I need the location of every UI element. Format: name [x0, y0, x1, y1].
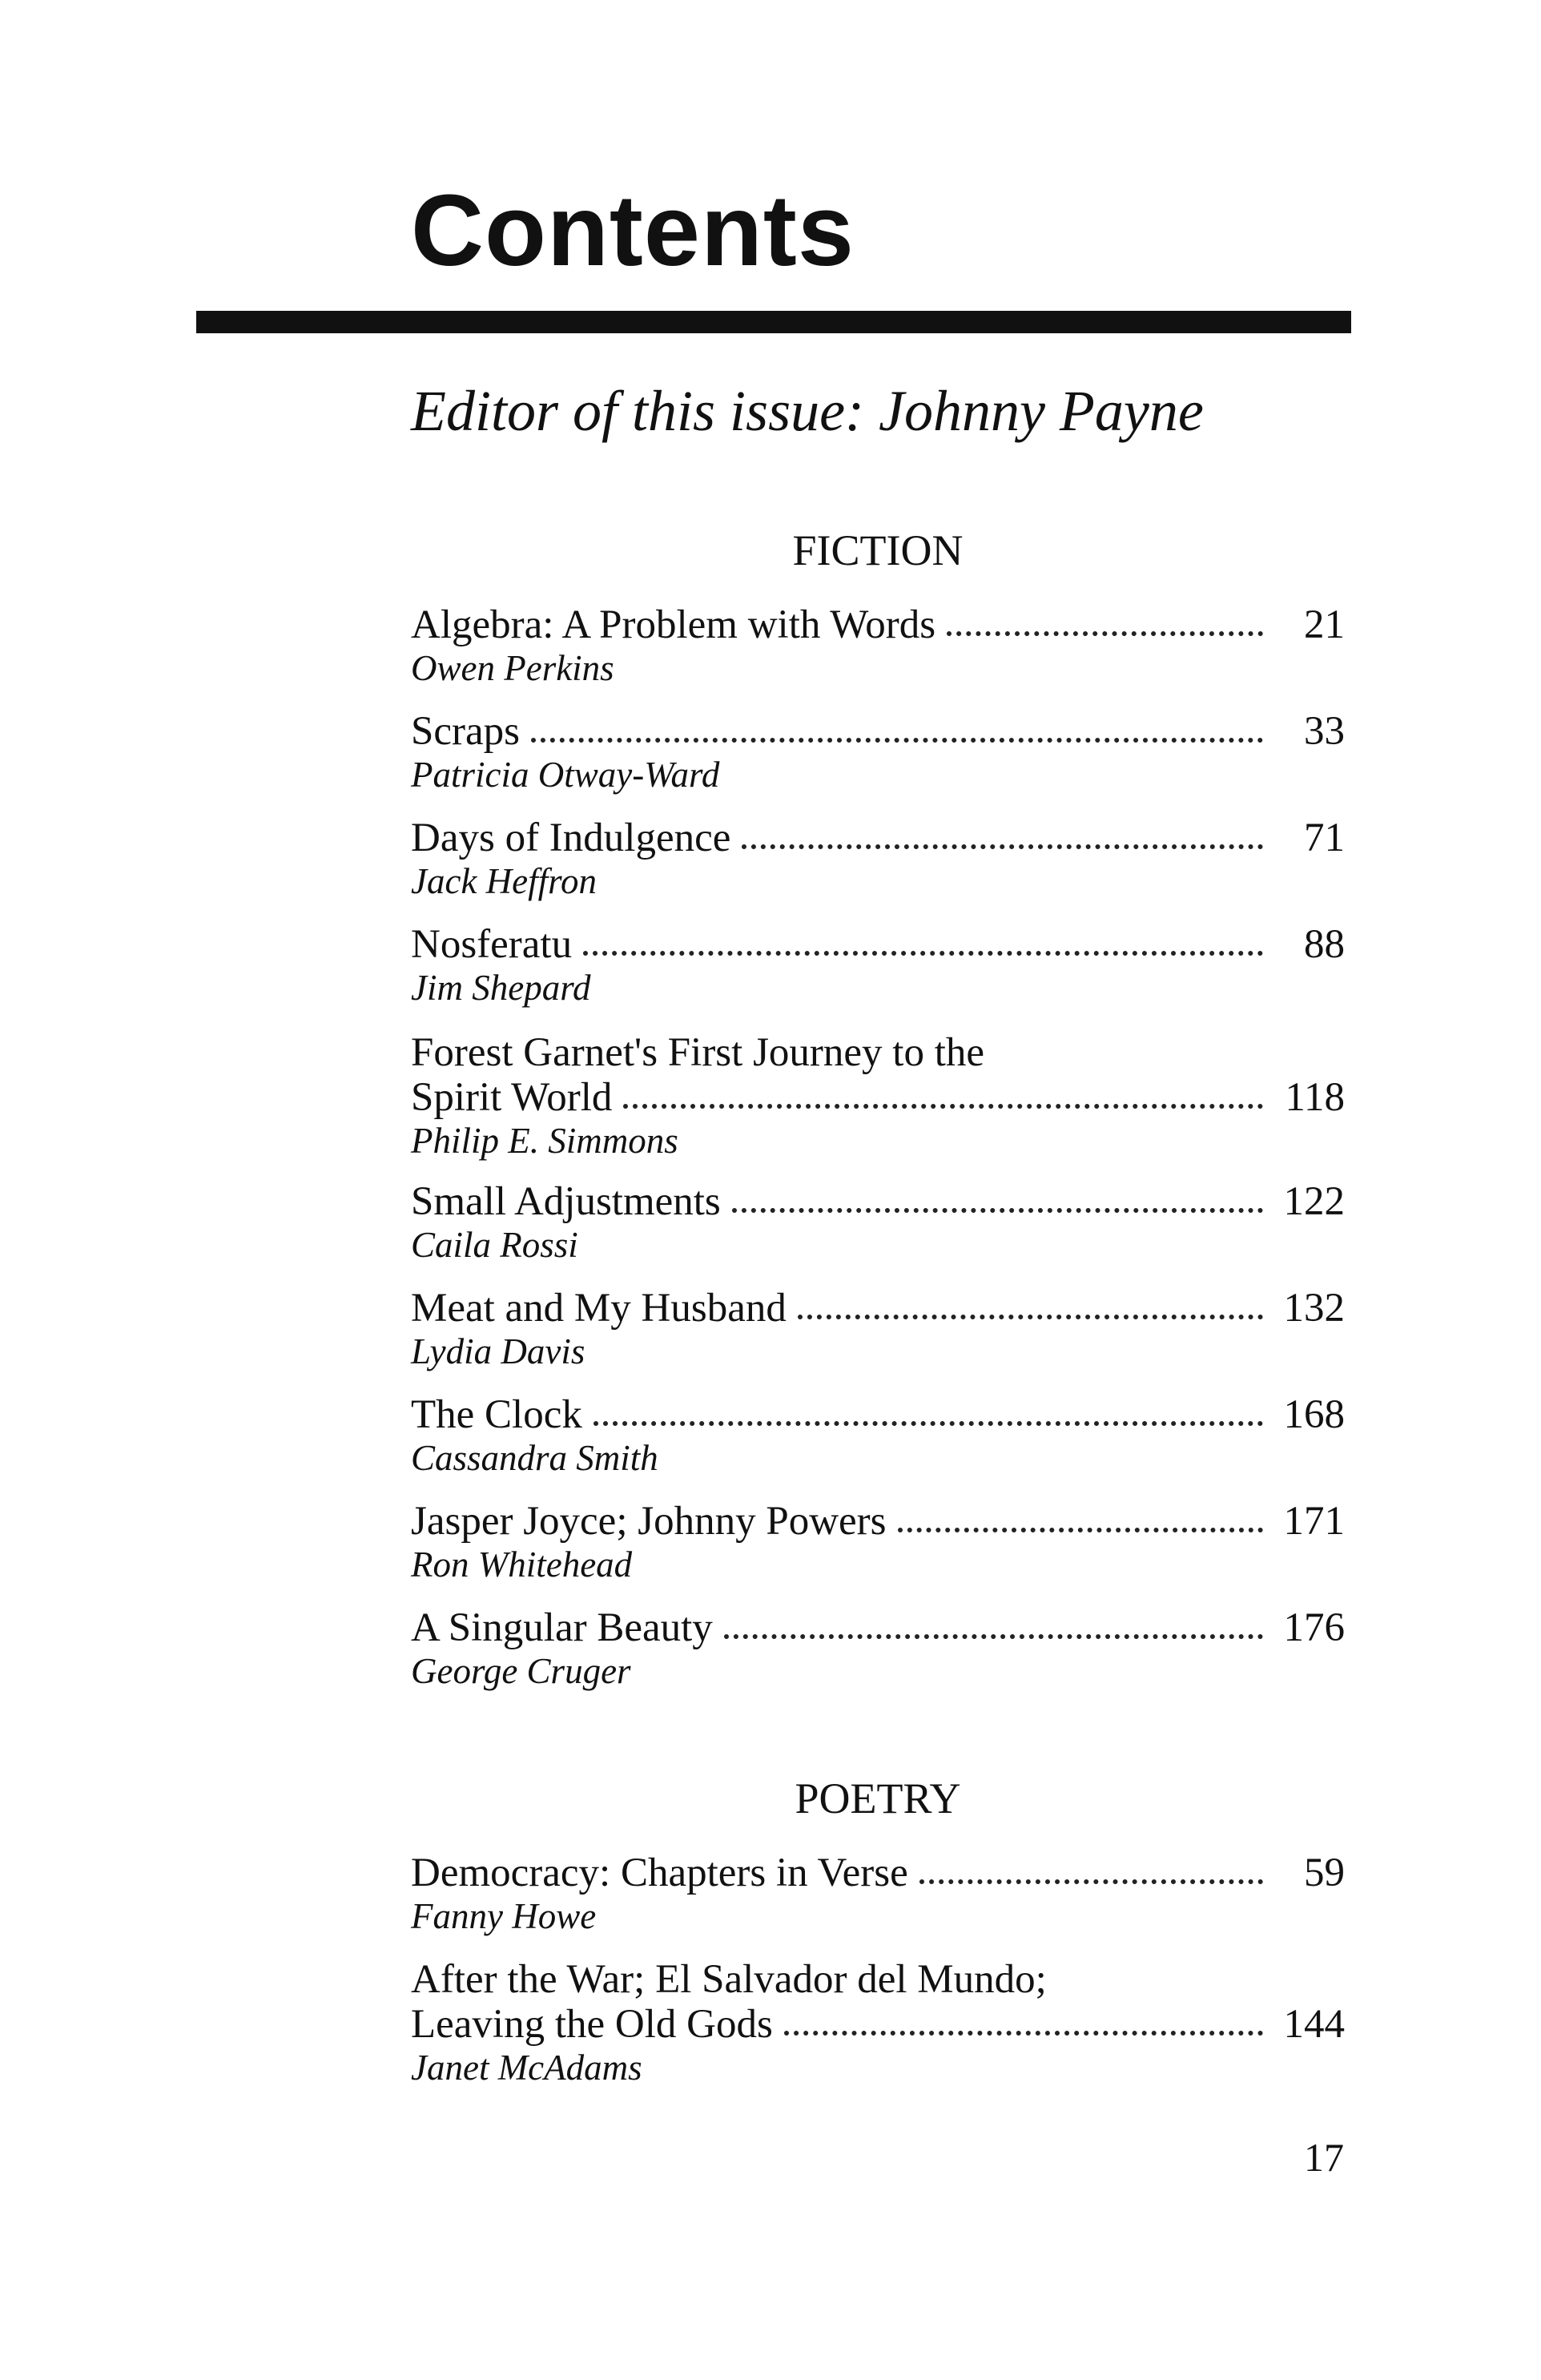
toc-title-line — [411, 1392, 1345, 1437]
entry-title: The Clock — [411, 1392, 582, 1437]
entry-author: Caila Rossi — [411, 1225, 578, 1265]
toc-title-line — [411, 602, 1345, 647]
entry-title: Small Adjustments — [411, 1179, 721, 1224]
entry-page: 88 — [1304, 922, 1345, 967]
dot-leader — [531, 738, 1263, 743]
entry-title: Days of Indulgence — [411, 815, 731, 860]
toc-title-line — [411, 1850, 1345, 1895]
entry-page: 132 — [1283, 1286, 1345, 1331]
entry-title-line1: After the War; El Salvador del Mundo; — [411, 1957, 1047, 2002]
page-number: 17 — [1304, 2135, 1344, 2180]
entry-author: Owen Perkins — [411, 648, 614, 688]
dot-leader — [623, 1104, 1263, 1109]
entry-page: 21 — [1304, 602, 1345, 647]
toc-entry[interactable] — [411, 602, 1345, 689]
entry-title: Nosferatu — [411, 922, 573, 967]
entry-author: Patricia Otway-Ward — [411, 755, 720, 795]
toc-title-line — [411, 709, 1345, 754]
entry-author: George Cruger — [411, 1651, 631, 1691]
toc-entry[interactable] — [411, 1030, 1345, 1162]
entry-author: Fanny Howe — [411, 1896, 597, 1936]
entry-author: Jim Shepard — [411, 968, 591, 1008]
toc-entry[interactable] — [411, 815, 1345, 902]
toc-title-line — [411, 922, 1345, 967]
entry-title: Algebra: A Problem with Words — [411, 602, 936, 647]
toc-entry[interactable] — [411, 1957, 1345, 2088]
entry-page: 168 — [1283, 1392, 1345, 1437]
toc-entry[interactable] — [411, 709, 1345, 795]
toc-title-line — [411, 1499, 1345, 1544]
toc-title-line — [411, 1075, 1345, 1120]
editor-line: Editor of this issue: Johnny Payne — [411, 379, 1204, 443]
toc-title-line — [411, 1286, 1345, 1331]
toc-entry[interactable] — [411, 1179, 1345, 1266]
fiction-heading: FICTION — [792, 526, 964, 574]
dot-leader — [583, 951, 1263, 956]
dot-leader — [898, 1528, 1264, 1532]
entry-author: Jack Heffron — [411, 861, 597, 901]
entry-title: Scraps — [411, 709, 520, 754]
dot-leader — [784, 2031, 1263, 2036]
entry-title: A Singular Beauty — [411, 1605, 713, 1650]
page-title: Contents — [411, 174, 855, 287]
dot-leader — [947, 631, 1263, 636]
entry-title: Leaving the Old Gods — [411, 2002, 773, 2047]
toc-title-line-1 — [411, 1030, 1345, 1075]
poetry-heading: POETRY — [795, 1774, 961, 1822]
toc-title-line — [411, 815, 1345, 860]
dot-leader — [742, 844, 1263, 849]
entry-page: 59 — [1304, 1850, 1345, 1895]
entry-title-line1: Forest Garnet's First Journey to the — [411, 1030, 985, 1075]
toc-entry[interactable] — [411, 1850, 1345, 1937]
toc-entry[interactable] — [411, 922, 1345, 1009]
toc-entry[interactable] — [411, 1286, 1345, 1372]
entry-page: 171 — [1283, 1499, 1345, 1544]
entry-author: Ron Whitehead — [411, 1544, 633, 1585]
entry-page: 122 — [1283, 1179, 1345, 1224]
toc-entry[interactable] — [411, 1605, 1345, 1692]
entry-page: 33 — [1304, 709, 1345, 754]
entry-author: Philip E. Simmons — [411, 1121, 678, 1161]
entry-title: Meat and My Husband — [411, 1286, 787, 1331]
toc-title-line — [411, 2002, 1345, 2047]
toc-entry[interactable] — [411, 1499, 1345, 1585]
toc-title-line — [411, 1179, 1345, 1224]
entry-author: Lydia Davis — [411, 1331, 585, 1371]
entry-page: 118 — [1285, 1075, 1345, 1120]
dot-leader — [732, 1208, 1263, 1213]
entry-title: Jasper Joyce; Johnny Powers — [411, 1499, 887, 1544]
toc-title-line — [411, 1605, 1345, 1650]
dot-leader — [724, 1634, 1263, 1639]
dot-leader — [919, 1879, 1263, 1884]
dot-leader — [798, 1315, 1263, 1319]
entry-author: Cassandra Smith — [411, 1438, 658, 1478]
title-rule — [196, 311, 1351, 333]
entry-title: Spirit World — [411, 1075, 613, 1120]
entry-page: 176 — [1283, 1605, 1345, 1650]
entry-author: Janet McAdams — [411, 2048, 642, 2088]
dot-leader — [593, 1421, 1263, 1426]
entry-title: Democracy: Chapters in Verse — [411, 1850, 908, 1895]
toc-title-line-1 — [411, 1957, 1345, 2002]
entry-page: 71 — [1304, 815, 1345, 860]
toc-entry[interactable] — [411, 1392, 1345, 1479]
entry-page: 144 — [1283, 2002, 1345, 2047]
